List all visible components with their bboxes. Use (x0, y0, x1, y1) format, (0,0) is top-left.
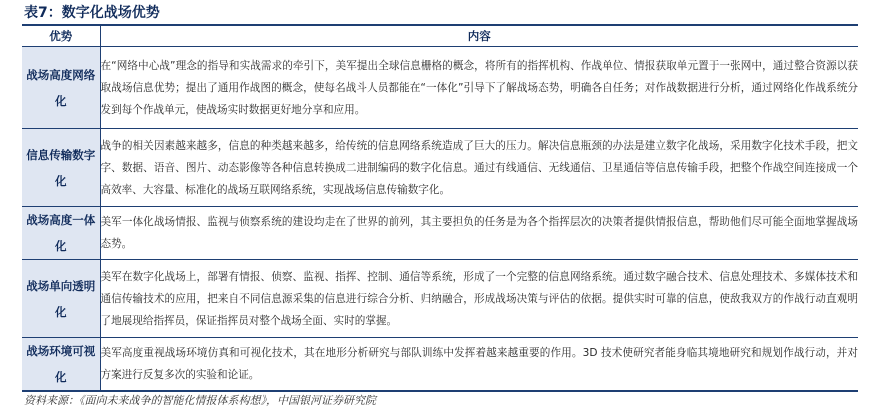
table-row (22, 260, 858, 338)
header-advantage: 优势 (22, 26, 100, 47)
row-advantage-name: 信息传输数字化 (22, 129, 100, 207)
table-row (22, 338, 858, 391)
header-content: 内容 (100, 26, 858, 47)
source-note: 资料来源：《面向未来战争的智能化情报体系构想》，中国银河证券研究院 (24, 394, 376, 407)
row-advantage-name: 战场高度一体化 (22, 207, 100, 260)
table-page (22, 2, 858, 410)
row-content: 美军一体化战场情报、监视与侦察系统的建设均走在了世界的前列，其主要担负的任务是为各个指挥层次的决策者提供情报信息，帮助他们尽可能全面地掌握战场态势。 (100, 207, 858, 260)
row-content: 在“网络中心战”理念的指导和实战需求的牵引下，美军提出全球信息栅格的概念，将所有的指挥机构、作战单位、情报获取单元置于一张网中，通过整合资源以获取战场信息优势；提出了通用作战图的概念，使每名战斗人员都能在“一体化”引导下了解战场态势，明确各自任务；对作战数据进行分析，通过网络化作战系统分发到每个作战单元，使战场实时数据更好地分享和应用。 (100, 47, 858, 129)
advantages-table (22, 26, 858, 391)
table-header-row (22, 26, 858, 47)
row-content: 美军在数字化战场上，部署有情报、侦察、监视、指挥、控制、通信等系统，形成了一个完整的信息网络系统。通过数字融合技术、信息处理技术、多媒体技术和通信传输技术的应用，把来自不同信息源采集的信息进行综合分析、归纳融合，形成战场决策与评估的依据。提供实时可靠的信息，使敌我双方的作战行动直观明了地展现给指挥员，保证指挥员对整个战场全面、实时的掌握。 (100, 260, 858, 338)
row-content: 美军高度重视战场环境仿真和可视化技术，其在地形分析研究与部队训练中发挥着越来越重要的作用。3D 技术使研究者能身临其境地研究和规划作战行动，并对方案进行反复多次的实验和论证。 (100, 338, 858, 391)
table-row (22, 129, 858, 207)
row-advantage-name: 战场环境可视化 (22, 338, 100, 391)
row-advantage-name: 战场高度网络化 (22, 47, 100, 129)
table-title: 表7：数字化战场优势 (24, 5, 160, 21)
table-row (22, 47, 858, 129)
row-advantage-name: 战场单向透明化 (22, 260, 100, 338)
table-row (22, 207, 858, 260)
row-content: 战争的相关因素越来越多，信息的种类越来越多，给传统的信息网络系统造成了巨大的压力。解决信息瓶颈的办法是建立数字化战场，采用数字化技术手段，把文字、数据、语音、图片、动态影像等各种信息转换成二进制编码的数字化信息。通过有线通信、无线通信、卫星通信等信息传输手段，把整个作战空间连接成一个高效率、大容量、标准化的战场互联网络系统，实现战场信息传输数字化。 (100, 129, 858, 207)
